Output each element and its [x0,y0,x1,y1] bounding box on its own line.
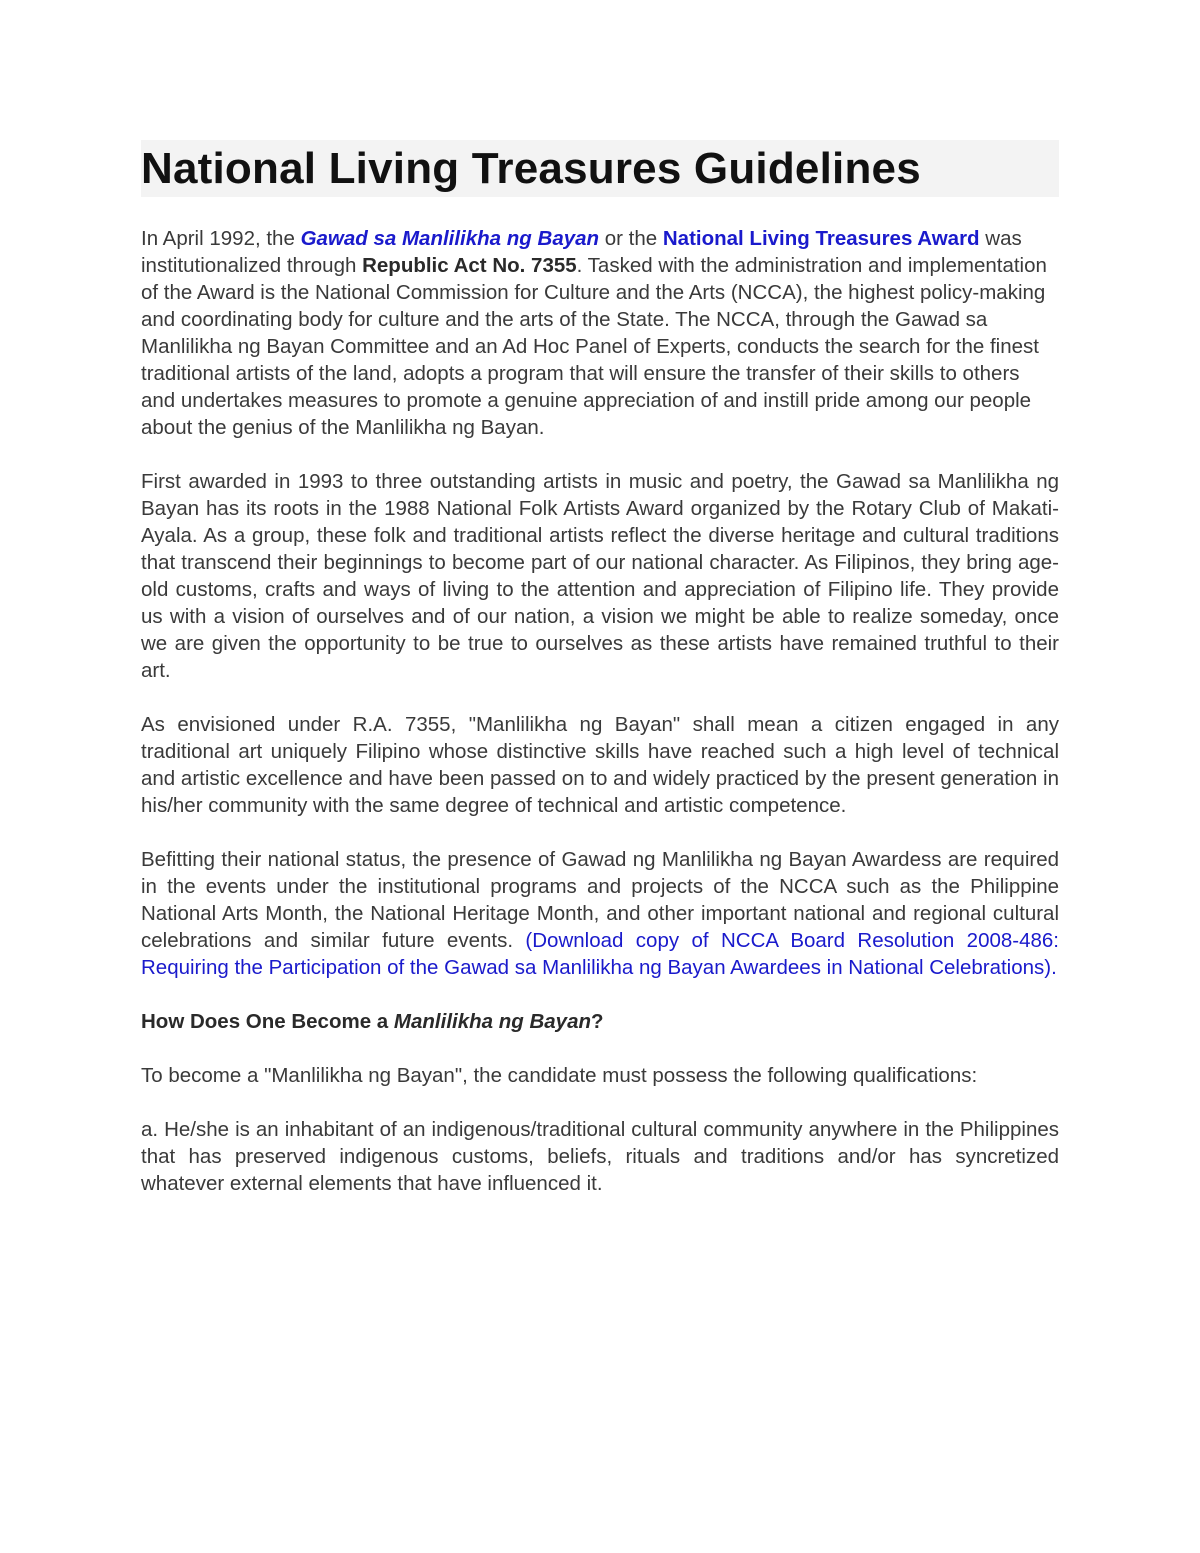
close-paren: ). [1044,956,1057,979]
intro-text-2: or the [599,227,663,250]
section-heading-pre: How Does One Become a [141,1010,394,1033]
qualification-item-a: a. He/she is an inhabitant of an indigenous/traditional cultural community anywhere in the Philippines that has preserved indigenous customs, beliefs, rituals and traditions and/or has syncretized whatever external elements that have influenced it. [141,1118,1059,1195]
section-heading [141,1008,1059,1035]
intro-text-3: was institutionalized through [141,227,1022,277]
open-paren: ( [525,929,533,952]
gawad-link[interactable]: Gawad sa Manlilikha ng Bayan [300,227,600,250]
resolution-download-link[interactable]: Download copy of NCCA Board Resolution 2008-486: Requiring the Participation of the Gawad sa Manlilikha ng Bayan Awardees in National Celebrations [141,929,1059,979]
republic-act-text: Republic Act No. 7355 [362,254,577,277]
title-bar [141,140,1059,197]
intro-text-4: . Tasked with the administration and implementation of the Award is the National Commission for Culture and the Arts (NCCA), the highest policy-making and coordinating body for culture and the arts of the State. The NCCA, through the Gawad sa Manlilikha ng Bayan Committee and an Ad Hoc Panel of Experts, conducts the search for the finest traditional artists of the land, adopts a program that will ensure the transfer of their skills to others and undertakes measures to promote a genuine appreciation of and instill pride among our people about the genius of the Manlilikha ng Bayan. [141,254,1047,439]
qualifications-intro: To become a "Manlilikha ng Bayan", the candidate must possess the following qualifications: [141,1064,978,1087]
intro-paragraph [141,225,1059,441]
intro-text-1: In April 1992, the [141,227,301,250]
document-page [141,140,1059,1224]
section-heading-post: ? [591,1010,604,1033]
page-title: National Living Treasures Guidelines [141,143,921,193]
history-paragraph: First awarded in 1993 to three outstanding artists in music and poetry, the Gawad sa Manlilikha ng Bayan has its roots in the 1988 National Folk Artists Award organized by the Rotary Club of Makati-Ayala. As a group, these folk and traditional artists reflect the diverse heritage and cultural traditions that transcend their beginnings to become part of our national character. As Filipinos, they bring age-old customs, crafts and ways of living to the attention and appreciation of Filipino life. They provide us with a vision of ourselves and of our nation, a vision we might be able to realize someday, once we are given the opportunity to be true to ourselves as these artists have remained truthful to their art. [141,470,1059,682]
status-paragraph [141,846,1059,981]
status-text: Befitting their national status, the presence of Gawad ng Manlilikha ng Bayan Awardess are required in the events under the institutional programs and projects of the NCCA such as the Philippine National Arts Month, the National Heritage Month, and other important national and regional cultural celebrations and similar future events. [141,848,1059,952]
definition-paragraph: As envisioned under R.A. 7355, "Manlilikha ng Bayan" shall mean a citizen engaged in any traditional art uniquely Filipino whose distinctive skills have reached such a high level of technical and artistic excellence and have been passed on to and widely practiced by the present generation in his/her community with the same degree of technical and artistic competence. [141,713,1059,817]
section-heading-emphasis: Manlilikha ng Bayan [393,1010,591,1033]
award-link[interactable]: National Living Treasures Award [662,227,980,250]
